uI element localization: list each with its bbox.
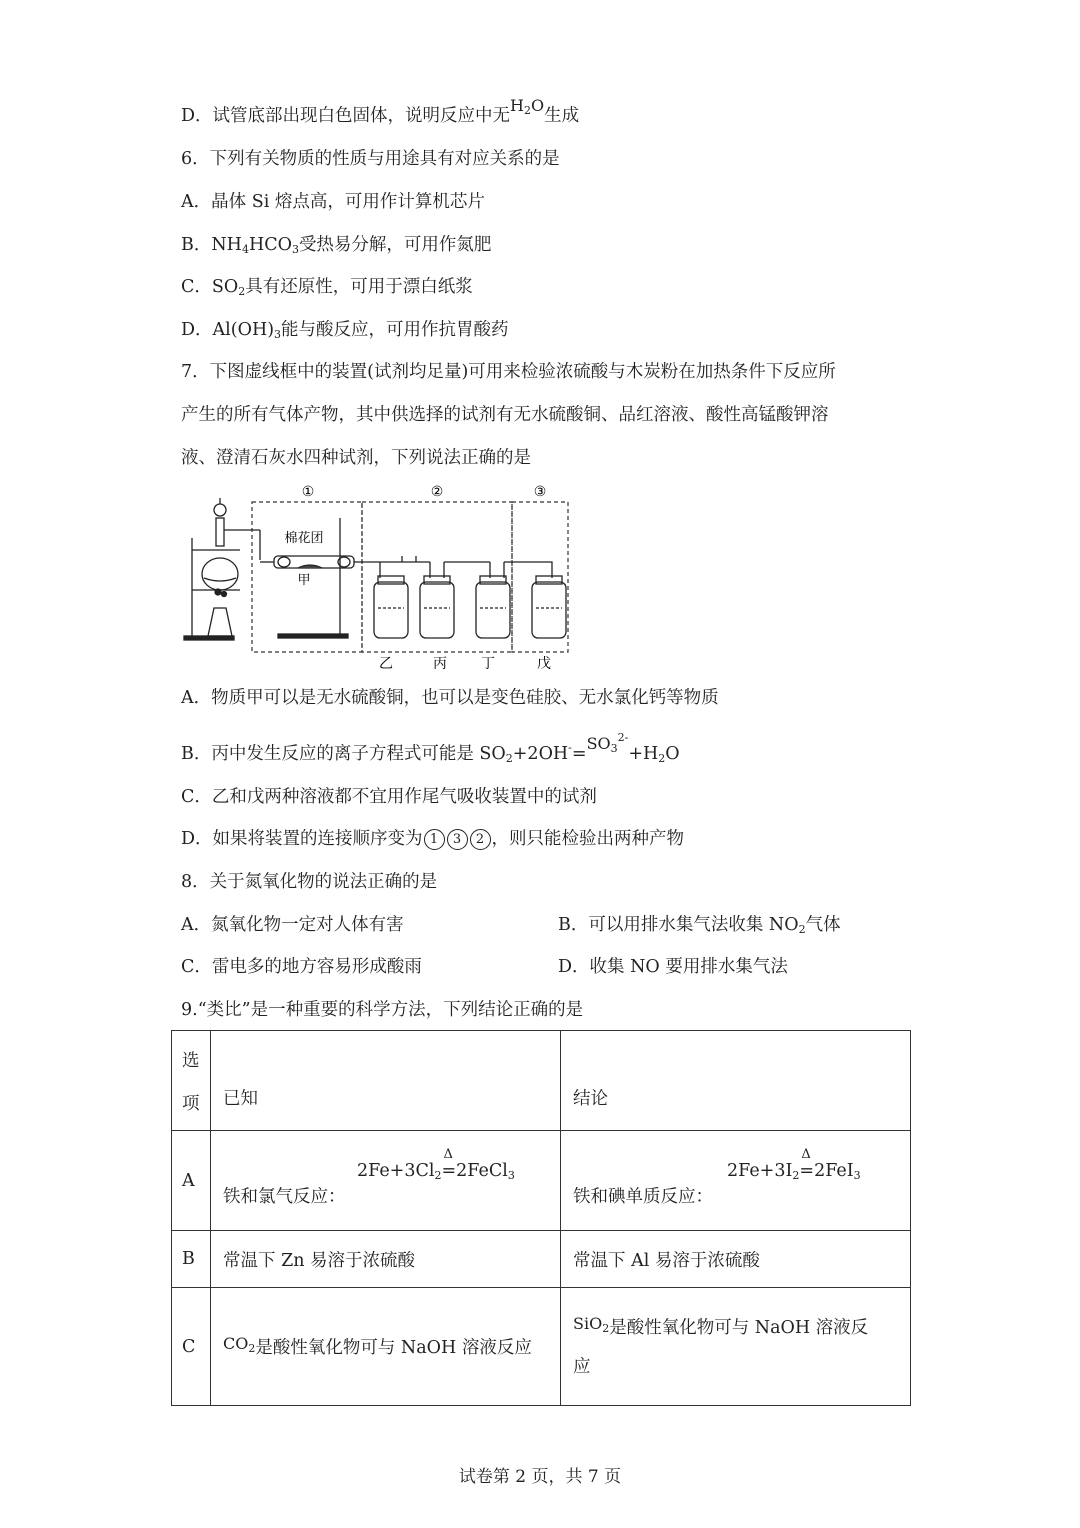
box-3-label: ③ (533, 484, 547, 500)
row-a-conclusion: $2Fe+3I_2$ Δ =2FeI$_3$ 铁和碘单质反应： (561, 1131, 911, 1231)
ding-label: 丁 (481, 656, 495, 672)
q8-option-d: D．收集 NO 要用排水集气法 (558, 957, 788, 977)
box-1-label: ① (301, 484, 315, 500)
cotton-label: 棉花团 (284, 531, 324, 546)
q6-option-b: B．$NH_4HCO_3$受热易分解，可用作氮肥 (181, 235, 492, 256)
flask-stand (184, 498, 260, 640)
row-a-known: $2Fe+3Cl_2$ Δ =2FeCl$_3$ 铁和氯气反应： (211, 1131, 561, 1231)
row-b-conclusion: 常温下 Al 易溶于浓硫酸 (561, 1231, 911, 1288)
header-conclusion: 结论 (561, 1031, 911, 1131)
q6-option-a: A．晶体 Si 熔点高，可用作计算机芯片 (181, 192, 485, 212)
q8-option-c: C．雷电多的地方容易形成酸雨 (181, 957, 422, 977)
bottles (374, 556, 566, 638)
table-row-b (172, 1231, 911, 1288)
wu-label: 戊 (537, 656, 551, 672)
box-2-label: ② (430, 484, 444, 500)
row-c-option: C (172, 1288, 211, 1406)
header-option: 选 项 (172, 1031, 211, 1131)
row-b-option: B (172, 1231, 211, 1288)
header-known: 已知 (211, 1031, 561, 1131)
row-a-option: A (172, 1131, 211, 1231)
q7-option-d: D．如果将装置的连接顺序变为 1 3 2 ，则只能检验出两种产物 (181, 829, 685, 849)
q6-stem: 6．下列有关物质的性质与用途具有对应关系的是 (181, 149, 560, 169)
q7-stem-line1: 7．下图虚线框中的装置(试剂均足量)可用来检验浓硫酸与木炭粉在加热条件下反应所 (181, 362, 836, 382)
bing-label: 丙 (433, 656, 447, 672)
apparatus-diagram (180, 478, 580, 674)
q7-option-a: A．物质甲可以是无水硫酸铜，也可以是变色硅胶、无水氯化钙等物质 (181, 688, 719, 708)
q7-option-b: B．丙中发生反应的离子方程式可能是 $SO_2+2OH^-=SO_3^{2-}+H_2O$ (181, 731, 680, 765)
row-c-known: $CO_2$是酸性氧化物可与 NaOH 溶液反应 (211, 1288, 561, 1406)
circled-1: 1 (424, 829, 445, 850)
jia-label: 甲 (297, 573, 311, 588)
row-b-known: 常温下 Zn 易溶于浓硫酸 (211, 1231, 561, 1288)
q5-option-d: D．试管底部出现白色固体，说明反应中无$H_2O$生成 (181, 96, 580, 126)
q9-table (171, 1030, 911, 1406)
box-3 (512, 502, 568, 652)
circled-3: 3 (447, 829, 468, 850)
circled-2: 2 (470, 829, 491, 850)
row-c-conclusion: SiO$_2$是酸性氧化物可与 NaOH 溶液反 应 (561, 1288, 911, 1406)
table-row-c (172, 1288, 911, 1406)
page-footer: 试卷第 2 页，共 7 页 (458, 1467, 622, 1487)
q7-stem-line3: 液、澄清石灰水四种试剂，下列说法正确的是 (181, 448, 531, 468)
q8-option-a: A．氮氧化物一定对人体有害 (181, 915, 404, 935)
q8-option-b: B．可以用排水集气法收集 $NO_2$气体 (558, 915, 841, 936)
q6-option-c: C．$SO_2$具有还原性，可用于漂白纸浆 (181, 277, 473, 298)
q6-option-d: D．$Al(OH)_3$能与酸反应，可用作抗胃酸药 (181, 320, 509, 341)
table-row-a (172, 1131, 911, 1231)
q9-stem: 9.“类比”是一种重要的科学方法，下列结论正确的是 (181, 1000, 584, 1020)
table-header-row (172, 1031, 911, 1131)
yi-label: 乙 (379, 656, 393, 672)
q8-stem: 8．关于氮氧化物的说法正确的是 (181, 872, 438, 892)
q7-option-c: C．乙和戊两种溶液都不宜用作尾气吸收装置中的试剂 (181, 787, 597, 807)
q7-stem-line2: 产生的所有气体产物，其中供选择的试剂有无水硫酸铜、品红溶液、酸性高锰酸钾溶 (181, 405, 829, 425)
